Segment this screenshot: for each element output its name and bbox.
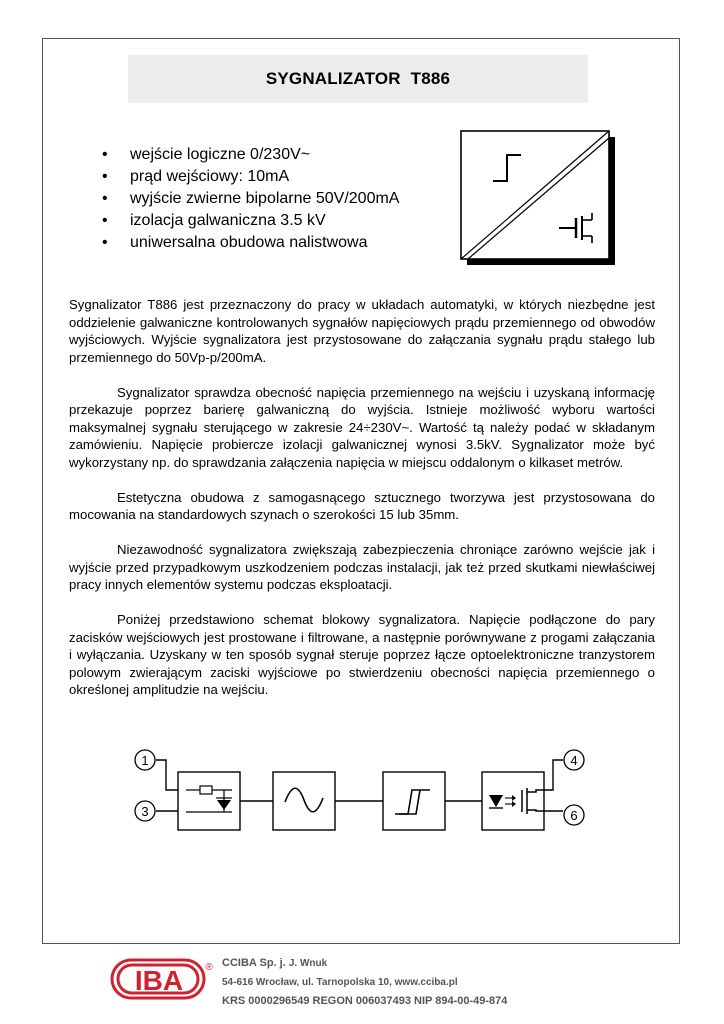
svg-text:4: 4 xyxy=(570,753,578,768)
company-address: 54-616 Wrocław, ul. Tarnopolska 10, www.cciba.pl xyxy=(222,976,458,988)
filter-block xyxy=(273,772,335,830)
svg-text:6: 6 xyxy=(570,808,578,823)
svg-text:1: 1 xyxy=(141,753,149,768)
company-registry: KRS 0000296549 REGON 006037493 NIP 894-00-49-874 xyxy=(222,995,508,1007)
title-banner xyxy=(128,55,588,103)
page-title: SYGNALIZATOR T886 xyxy=(265,69,451,88)
device-symbol-icon xyxy=(460,130,618,268)
svg-text:®: ® xyxy=(205,962,213,973)
terminal-1 xyxy=(135,750,155,770)
feature-item: • izolacja galwaniczna 3.5 kV xyxy=(98,210,399,232)
rectifier-block xyxy=(178,772,240,830)
description-text xyxy=(69,296,655,716)
company-logo xyxy=(110,956,214,1002)
comparator-block xyxy=(383,772,445,830)
paragraph: Sygnalizator T886 jest przeznaczony do pracy w układach automatyki, w których niezbędne jest oddzielenie galwaniczne kontrolowanych sygnałów napięciowych prądu przemiennego od obwodów wyjściowych. Wyjście sygnalizatora jest przystosowane do załączania sygnału prądu stałego lub przemiennego do 50Vp-p/200mA. xyxy=(69,297,655,365)
terminal-4 xyxy=(564,750,584,770)
svg-text:IBA: IBA xyxy=(134,965,184,996)
company-info xyxy=(222,954,507,1011)
feature-item: • wyjście zwierne bipolarne 50V/200mA xyxy=(98,188,399,210)
optocoupler-block xyxy=(482,772,544,830)
paragraph: Poniżej przedstawiono schemat blokowy sygnalizatora. Napięcie podłączone do pary zacisków wejściowych jest prostowane i filtrowane, a następnie porównywane z progami załączania i wyłączania. Uzyskany w ten sposób sygnał steruje poprzez łącze optoelektroniczne tranzystorem polowym zwierającym zaciski wyjściowe po stwierdzeniu obecności napięcia przemiennego o określonej amplitudzie na wejściu. xyxy=(69,612,655,697)
terminal-6 xyxy=(564,805,584,825)
footer xyxy=(110,950,630,1010)
feature-item: • wejście logiczne 0/230V~ xyxy=(98,144,399,166)
company-owner: J. Wnuk xyxy=(288,958,328,969)
feature-list xyxy=(98,144,399,254)
block-diagram xyxy=(120,740,600,840)
paragraph: Niezawodność sygnalizatora zwiększają zabezpieczenia chroniące zarówno wejście jak i wyjście przed przypadkowym uszkodzeniem podczas instalacji, jak też przed skutkami niewłaściwej pracy innych elementów systemu podczas eksploatacji. xyxy=(69,542,655,592)
svg-text:3: 3 xyxy=(141,804,149,819)
paragraph: Estetyczna obudowa z samogasnącego sztucznego tworzywa jest przystosowana do mocowania na standardowych szynach o szerokości 15 lub 35mm. xyxy=(69,489,655,522)
terminal-3 xyxy=(135,801,155,821)
feature-item: • prąd wejściowy: 10mA xyxy=(98,166,399,188)
company-name: CCIBA Sp. j. xyxy=(222,957,286,969)
paragraph: Sygnalizator sprawdza obecność napięcia przemiennego na wejściu i uzyskaną informację przekazuje poprzez barierę galwaniczną do wyjścia. Istnieje możliwość wyboru wartości maksymalnej sygnału sterującego w zakresie 24÷230V~. Wartość tą należy podać w składanym zamówieniu. Napięcie probiercze izolacji galwanicznej wynosi 3.5kV. Sygnalizator może być wykorzystany np. do sprawdzania załączenia napięcia w miejscu oddalonym o kilkaset metrów. xyxy=(69,384,655,470)
feature-item: • uniwersalna obudowa nalistwowa xyxy=(98,232,399,254)
